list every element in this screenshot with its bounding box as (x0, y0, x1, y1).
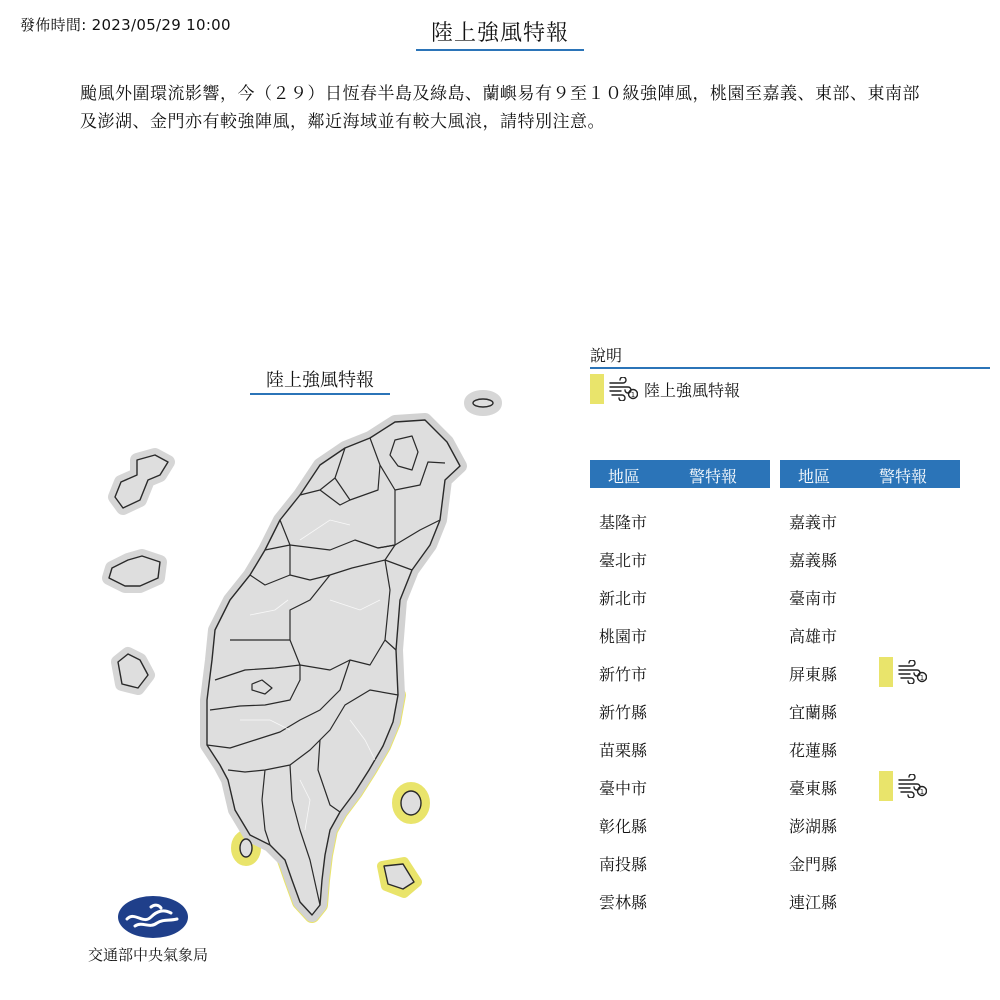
issue-time: 發佈時間: 2023/05/29 10:00 (20, 16, 231, 34)
legend-color-swatch (590, 374, 604, 404)
matsu-island (473, 399, 493, 407)
header-region: 地區 (798, 467, 831, 486)
header-warning: 警特報 (879, 467, 928, 486)
region-name: 雲林縣 (599, 893, 648, 912)
table-header-left (590, 460, 770, 488)
region-name: 臺北市 (599, 551, 648, 570)
warning-marker-taitung (879, 771, 939, 801)
region-name: 高雄市 (789, 627, 838, 646)
region-name: 新竹市 (599, 665, 648, 684)
warning-marker-pingtung (879, 657, 939, 687)
svg-text:1: 1 (919, 674, 925, 682)
region-name: 宜蘭縣 (789, 703, 838, 722)
region-name: 澎湖縣 (789, 817, 838, 836)
agency-name: 交通部中央氣象局 (88, 946, 209, 964)
region-name: 屏東縣 (789, 665, 838, 684)
region-name: 基隆市 (599, 513, 648, 532)
cwb-logo (117, 895, 189, 939)
region-name: 嘉義縣 (789, 551, 838, 570)
region-name: 臺南市 (789, 589, 838, 608)
region-name: 臺東縣 (789, 779, 838, 798)
strong-wind-icon (897, 774, 927, 798)
warning-description: 颱風外圍環流影響，今（２９）日恆春半島及綠島、蘭嶼易有９至１０級強陣風，桃園至嘉義、東部、東南部及澎湖、金門亦有較強陣風，鄰近海域並有較大風浪，請特別注意。 (80, 84, 920, 132)
legend-label: 陸上強風特報 (644, 381, 741, 400)
strong-wind-icon (608, 377, 638, 401)
warning-color-swatch (879, 771, 893, 801)
region-name: 花蓮縣 (789, 741, 838, 760)
region-name: 南投縣 (599, 855, 648, 874)
svg-text:1: 1 (630, 391, 636, 399)
region-name: 桃園市 (599, 627, 648, 646)
region-name: 嘉義市 (789, 513, 838, 532)
strong-wind-icon (897, 660, 927, 684)
liuqiu-island (240, 839, 252, 857)
region-name: 金門縣 (789, 855, 838, 874)
region-name: 新北市 (599, 589, 648, 608)
table-header-right (780, 460, 960, 488)
region-name: 苗栗縣 (599, 741, 648, 760)
green-island (401, 791, 421, 815)
header-warning: 警特報 (689, 467, 738, 486)
legend-title: 說明 (590, 343, 990, 369)
page-title: 陸上強風特報 (416, 16, 584, 51)
region-name: 新竹縣 (599, 703, 648, 722)
warning-color-swatch (879, 657, 893, 687)
svg-text:1: 1 (919, 788, 925, 796)
map-title: 陸上強風特報 (250, 366, 390, 395)
region-name: 臺中市 (599, 779, 648, 798)
header-region: 地區 (608, 467, 641, 486)
region-name: 連江縣 (789, 893, 838, 912)
region-name: 彰化縣 (599, 817, 648, 836)
